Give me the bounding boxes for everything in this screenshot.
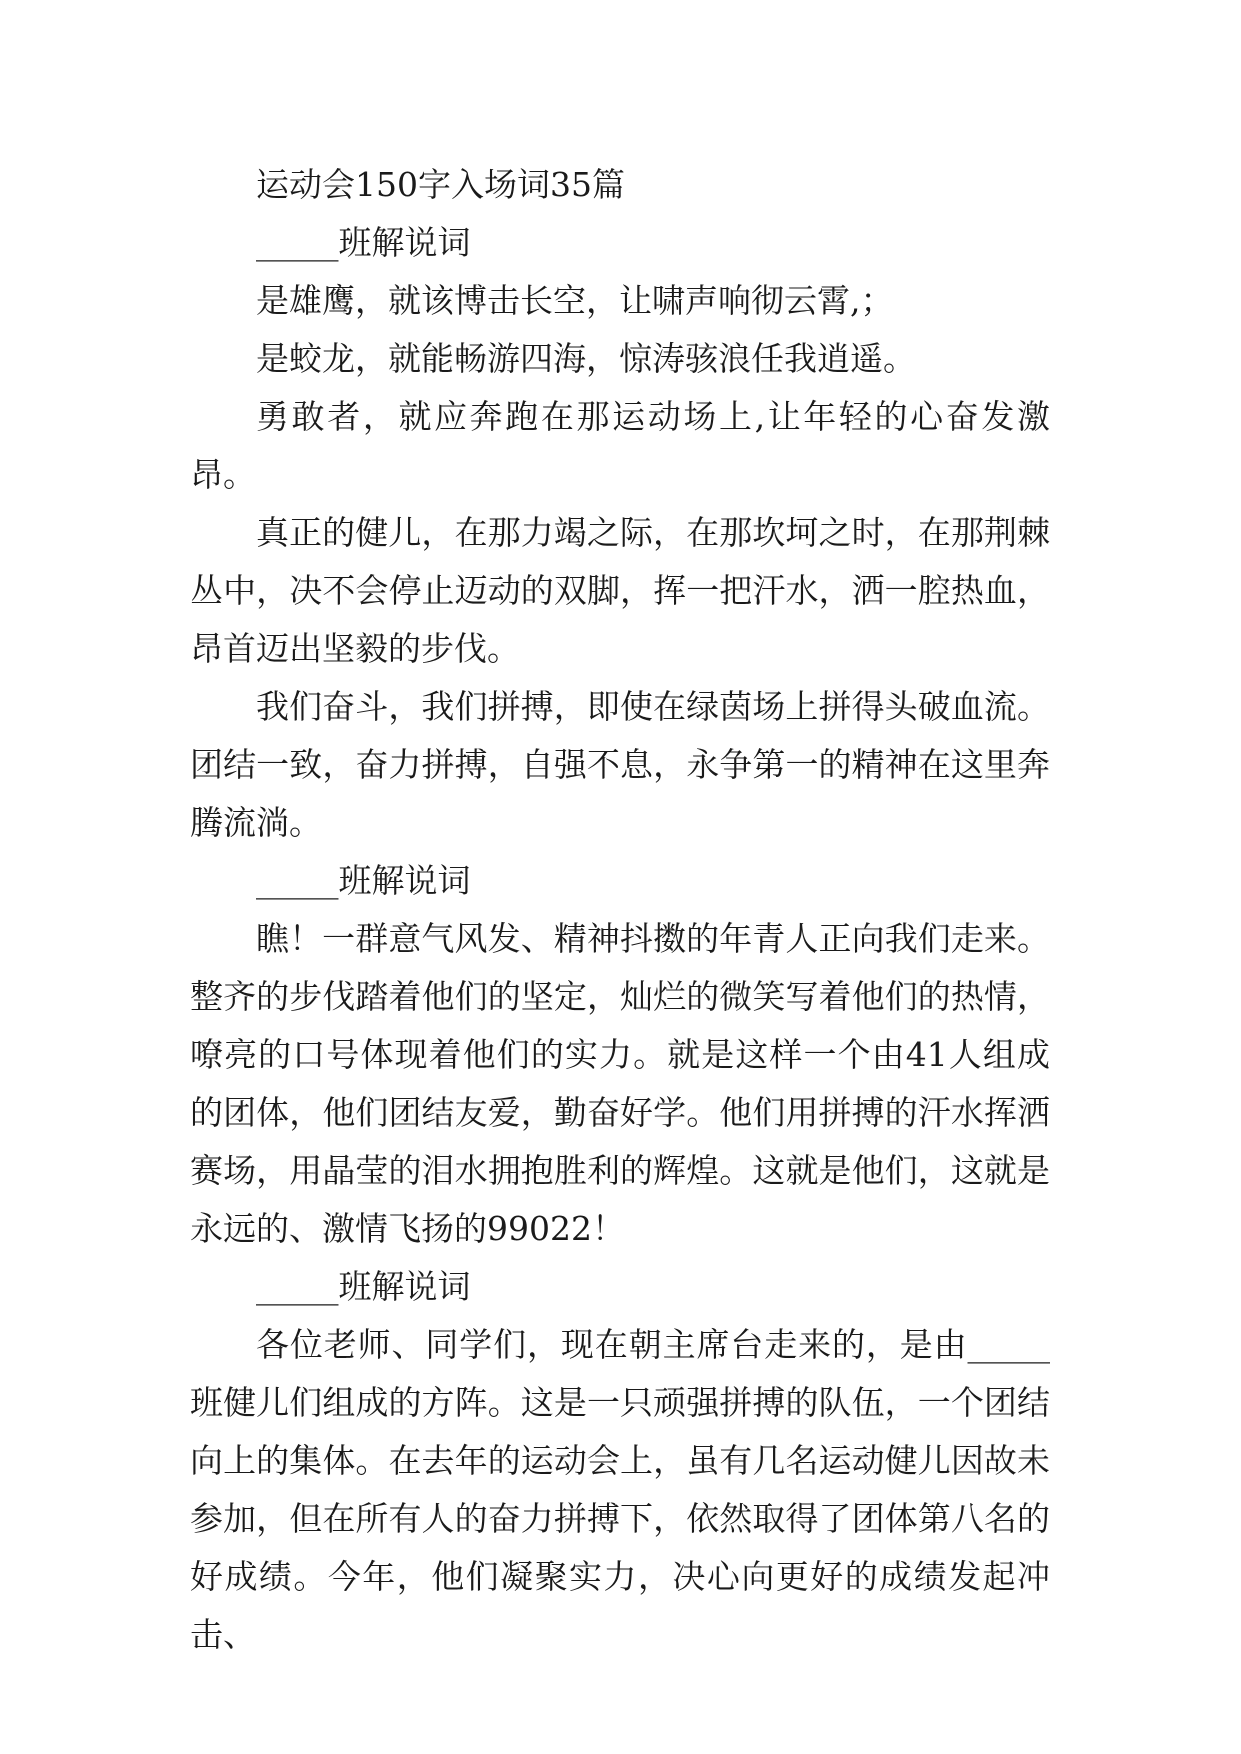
paragraph: 勇敢者，就应奔跑在那运动场上,让年轻的心奋发激昂。 xyxy=(190,397,1050,494)
paragraph: 瞧！一群意气风发、精神抖擞的年青人正向我们走来。整齐的步伐踏着他们的坚定，灿烂的微笑写着他们的热情，嘹亮的口号体现着他们的实力。就是这样一个由41人组成的团体，他们团结友爱，勤奋好学。他们用拼搏的汗水挥洒赛场，用晶莹的泪水拥抱胜利的辉煌。这就是他们，这就是永远的、激情飞扬的99022！ xyxy=(190,919,1050,1248)
paragraph: 真正的健儿，在那力竭之际，在那坎坷之时，在那荆棘丛中，决不会停止迈动的双脚，挥一把汗水，洒一腔热血，昂首迈出坚毅的步伐。 xyxy=(190,513,1050,668)
section-heading: _____班解说词 xyxy=(256,1267,471,1306)
document-body xyxy=(190,156,1050,1664)
paragraph: 是蛟龙，就能畅游四海，惊涛骇浪任我逍遥。 xyxy=(256,339,916,378)
paragraph: 我们奋斗，我们拼搏，即使在绿茵场上拼得头破血流。团结一致，奋力拼搏，自强不息，永争第一的精神在这里奔腾流淌。 xyxy=(190,687,1050,842)
paragraph: 是雄鹰，就该博击长空，让啸声响彻云霄,； xyxy=(256,281,894,320)
section-heading: _____班解说词 xyxy=(256,861,471,900)
paragraph: 各位老师、同学们，现在朝主席台走来的，是由_____班健儿们组成的方阵。这是一只顽强拼搏的队伍，一个团结向上的集体。在去年的运动会上，虽有几名运动健儿因故未参加，但在所有人的奋力拼搏下，依然取得了团体第八名的好成绩。今年，他们凝聚实力，决心向更好的成绩发起冲击、 xyxy=(190,1325,1050,1654)
section-heading: _____班解说词 xyxy=(256,223,471,262)
document-title: 运动会150字入场词35篇 xyxy=(256,165,625,204)
